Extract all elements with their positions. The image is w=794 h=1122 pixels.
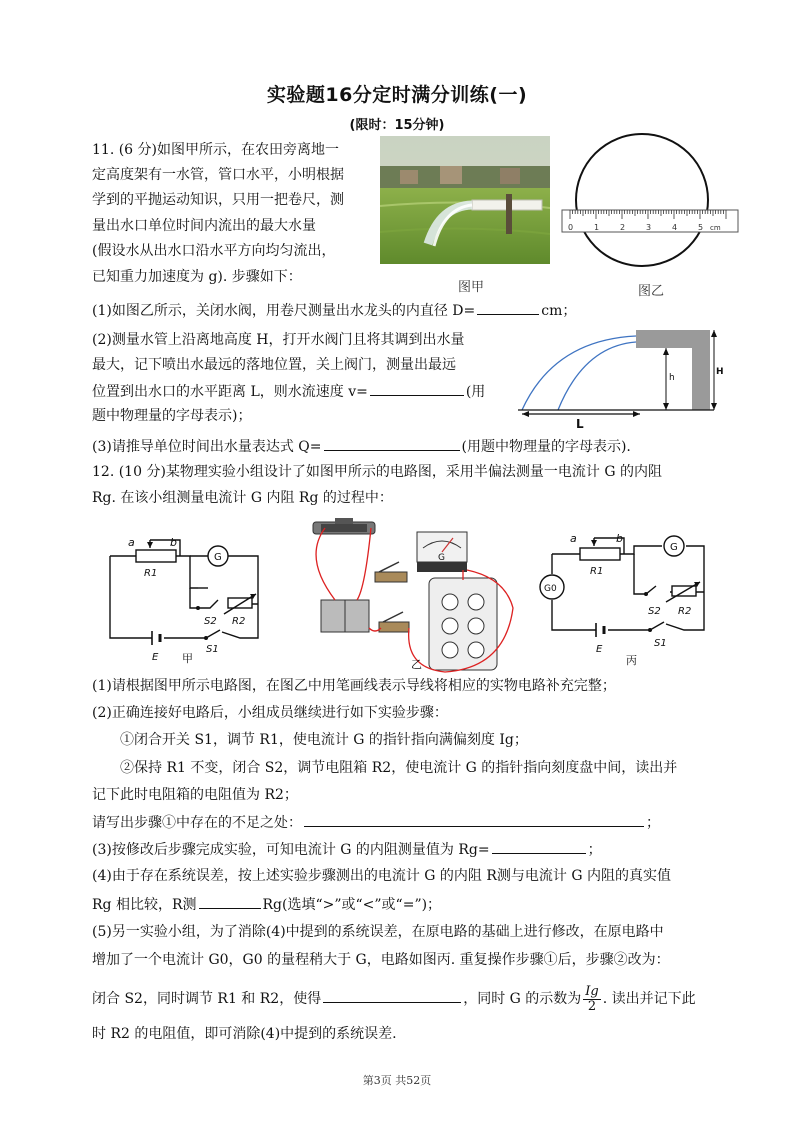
ruler-tick-label: 5 bbox=[698, 223, 704, 232]
q12-part-2: (2)正确连接好电路后，小组成员继续进行如下实验步骤： bbox=[92, 705, 448, 721]
q12-part-5-line-4: 时 R2 的电阻值，即可消除(4)中提到的系统误差. bbox=[92, 1026, 397, 1042]
q12-step-2-cont: 记下此时电阻箱的电阻值为 R2； bbox=[92, 787, 298, 803]
q12-part-5-line-3: 闭合 S2，同时调节 R1 和 R2，使得 ，同时 G 的示数为 $\frac{Ig}{2}$ . 读出并记下此 bbox=[92, 983, 696, 1014]
circuit-label-G0: G0 bbox=[544, 584, 557, 594]
circuit-bing-label-a: a bbox=[570, 532, 577, 545]
circuit-bing-label-G: G bbox=[670, 542, 678, 553]
q11-line-6: 已知重力加速度为 g). 步骤如下： bbox=[92, 269, 302, 285]
circuit-label-G: G bbox=[214, 552, 222, 563]
circuit-bing bbox=[536, 524, 716, 672]
answer-blank-compare[interactable] bbox=[199, 894, 261, 909]
ruler-unit: cm bbox=[710, 224, 721, 232]
answer-blank-D[interactable] bbox=[477, 300, 539, 315]
circuit-label-S2: S2 bbox=[204, 616, 217, 627]
answer-blank-Rg[interactable] bbox=[492, 839, 586, 854]
q11-line-5: (假设水从出水口沿水平方向均匀流出， bbox=[92, 243, 336, 259]
answer-blank-Q[interactable] bbox=[324, 436, 460, 451]
circuit-label-a: a bbox=[128, 536, 135, 549]
circuit-caption-jia: 甲 bbox=[182, 652, 193, 665]
trajectory-diagram bbox=[514, 330, 724, 432]
answer-blank-shortcoming[interactable] bbox=[304, 812, 644, 827]
meter-label-G: G bbox=[438, 553, 445, 563]
circuit-label-E: E bbox=[152, 652, 159, 663]
circuit-bing-label-b: b bbox=[616, 532, 623, 545]
ruler-tick-label: 3 bbox=[646, 223, 652, 232]
ruler-tick-label: 2 bbox=[620, 223, 626, 232]
circuit-label-b: b bbox=[170, 536, 177, 549]
label-H: H bbox=[716, 367, 724, 377]
q11-step-2-line-2: 最大，记下喷出水最远的落地位置，关上阀门，测量出最远 bbox=[92, 357, 456, 373]
ruler-tick-label: 4 bbox=[672, 223, 678, 232]
figure-caption-yi: 图乙 bbox=[638, 284, 665, 299]
q11-line-2: 定高度架有一水管，管口水平，小明根据 bbox=[92, 167, 344, 183]
figure-caption-jia: 图甲 bbox=[458, 280, 485, 295]
q11-line-3: 学到的平抛运动知识，只用一把卷尺，测 bbox=[92, 192, 344, 208]
q11-step-2-line-3: 位置到出水口的水平距离 L，则水流速度 v= (用 bbox=[92, 381, 485, 402]
answer-blank-condition[interactable] bbox=[323, 988, 461, 1003]
q12-step-1: ①闭合开关 S1，调节 R1，使电流计 G 的指针指向满偏刻度 Ig； bbox=[120, 732, 528, 748]
label-h: h bbox=[669, 373, 675, 383]
q12-part-5-line-2: 增加了一个电流计 G0，G0 的量程稍大于 G，电路如图丙. 重复操作步骤①后，步骤②改为： bbox=[92, 952, 670, 968]
q11-line-1: 11. (6 分)如图甲所示，在农田旁离地一 bbox=[92, 142, 339, 158]
q12-part-5-line-1: (5)另一实验小组，为了消除(4)中提到的系统误差，在原电路的基础上进行修改，在原电路中 bbox=[92, 924, 664, 940]
circuit-caption-bing: 丙 bbox=[626, 654, 637, 667]
circuit-label-R1: R1 bbox=[144, 568, 158, 579]
fraction-Ig-over-2: $\frac{Ig}{2}$ bbox=[585, 983, 599, 1014]
q12-line-1: 12. (10 分)某物理实验小组设计了如图甲所示的电路图，采用半偏法测量一电流计 G 的内阻 bbox=[92, 464, 662, 480]
circuit-jia bbox=[100, 528, 270, 668]
ruler-tick-label: 1 bbox=[594, 223, 600, 232]
apparatus-yi bbox=[305, 518, 530, 678]
q12-part-1: (1)请根据图甲所示电路图，在图乙中用笔画线表示导线将相应的实物电路补充完整； bbox=[92, 678, 616, 694]
circuit-label-R2: R2 bbox=[232, 616, 246, 627]
circuit-label-S1: S1 bbox=[206, 644, 219, 655]
q11-line-4: 量出水口单位时间内流出的最大水量 bbox=[92, 218, 316, 234]
q12-part-3: (3)按修改后步骤完成实验，可知电流计 G 的内阻测量值为 Rg= ； bbox=[92, 839, 602, 860]
circuit-bing-label-R1: R1 bbox=[590, 566, 604, 577]
q12-part-4-line-2: Rg 相比较，R测 Rg(选填“>”或“<”或“=”)； bbox=[92, 894, 441, 915]
label-L: L bbox=[576, 417, 584, 431]
q11-step-2-line-1: (2)测量水管上沿离地高度 H，打开水阀门且将其调到出水量 bbox=[92, 332, 465, 348]
ruler-figure bbox=[560, 130, 740, 270]
circuit-bing-label-S1: S1 bbox=[654, 638, 667, 649]
answer-blank-v[interactable] bbox=[370, 381, 464, 396]
q11-step-2-line-4: 题中物理量的字母表示)； bbox=[92, 408, 252, 424]
ruler-tick-label: 0 bbox=[568, 223, 574, 232]
q12-line-2: Rg. 在该小组测量电流计 G 内阻 Rg 的过程中： bbox=[92, 490, 393, 506]
circuit-bing-label-R2: R2 bbox=[678, 606, 692, 617]
time-limit: (限时：15分钟) bbox=[349, 118, 445, 133]
circuit-caption-yi: 乙 bbox=[411, 658, 422, 671]
q11-step-1: (1)如图乙所示，关闭水阀，用卷尺测量出水龙头的内直径 D= cm； bbox=[92, 300, 576, 321]
page-footer: 第3页 共52页 bbox=[362, 1074, 432, 1087]
q12-step-2: ②保持 R1 不变，闭合 S2，调节电阻箱 R2，使电流计 G 的指针指向刻度盘中间，读出并 bbox=[120, 760, 678, 776]
circuit-bing-label-E: E bbox=[596, 644, 603, 655]
page-title: 实验题16分定时满分训练(一) bbox=[266, 84, 528, 106]
q11-step-3: (3)请推导单位时间出水量表达式 Q= (用题中物理量的字母表示). bbox=[92, 436, 631, 457]
q12-part-4-line-1: (4)由于存在系统误差，按上述实验步骤测出的电流计 G 的内阻 R测与电流计 G 内阻的真实值 bbox=[92, 868, 671, 884]
q12-shortcoming: 请写出步骤①中存在的不足之处： ； bbox=[92, 812, 660, 833]
farm-pipe-photo bbox=[380, 136, 550, 264]
circuit-bing-label-S2: S2 bbox=[648, 606, 661, 617]
